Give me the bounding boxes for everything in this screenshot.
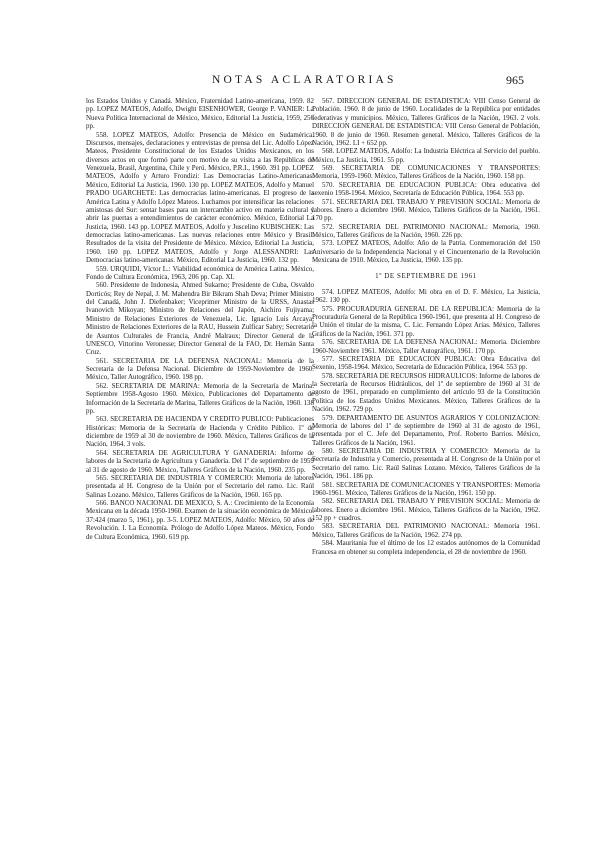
note-paragraph: 559. URQUIDI, Víctor L.: Viabilidad económica de América Latina. México, Fondo de Cultura Económica, 1963, 206 pp. Cap. XI. <box>86 264 314 281</box>
note-paragraph: 567. DIRECCION GENERAL DE ESTADISTICA: VIII Censo General de Población. 1960. 8 de junio de 1960. Localidades de la República por entidades federativas y municipios. México, Talleres Gráficos de la Nación, 1963. 2 vols. DIRECCION GENERAL DE ESTADISTICA: VIII Censo General de Población, 1960. 8 de junio de 1960. Resumen general. México, Talleres Gráficos de la Nación, 1962. LI + 652 pp. <box>312 97 540 147</box>
note-paragraph: 562. SECRETARIA DE MARINA: Memoria de la Secretaría de Marina. Septiembre 1958-Agosto 1960. México, Publicaciones del Departamento de Información de la Secretaría de Marina, Talleres Gráficos de la Nación, 1960. 138 pp. <box>86 381 314 415</box>
note-paragraph: 571. SECRETARIA DEL TRABAJO Y PREVISION SOCIAL: Memoria de labores. Enero a diciembre 1960. México, Talleres Gráficos de la Nación, 1961. 170 pp. <box>312 197 540 223</box>
note-paragraph: 561. SECRETARIA DE LA DEFENSA NACIONAL: Memoria de la Secretaría de la Defensa Nacional. Diciembre de 1959-Noviembre de 1960. México, Taller Autográfico, 1960. 198 pp. <box>86 356 314 382</box>
note-paragraph: 583. SECRETARIA DEL PATRIMONIO NACIONAL: Memoria 1961. México, Talleres Gráficos de la Nación, 1962. 274 pp. <box>312 522 540 539</box>
left-column <box>86 97 314 541</box>
note-paragraph: 576. SECRETARIA DE LA DEFENSA NACIONAL: Memoria. Diciembre 1960-Noviembre 1961. México, Taller Autográfico, 1961. 170 pp. <box>312 338 540 355</box>
page-number: 965 <box>506 73 524 87</box>
note-paragraph: 570. SECRETARIA DE EDUCACION PUBLICA: Obra educativa del sexenio 1958-1964. México, Secretaría de Educación Pública, 1964. 553 pp. <box>312 180 540 198</box>
note-paragraph: 584. Mauritania fue el último de los 12 estados autónomos de la Comunidad Francesa en obtener su completa independencia, el 28 de noviembre de 1960. <box>312 539 540 556</box>
note-paragraph: los Estados Unidos y Canadá. México, Fraternidad Latino-americana, 1959. 82 pp. LOPEZ MATEOS, Adolfo, Dwight EISENHOWER, George P. VANIER: La Nueva Política Internacional de México, México, Editorial La Justicia, 1959, 256 pp. <box>86 97 314 131</box>
note-paragraph: 575. PROCURADURIA GENERAL DE LA REPUBLICA: Memoria de la Procuraduría General de la República 1960-1961, que presenta al H. Congreso de la Unión el titular de la misma, C. Lic. Fernando López Arias. México, Talleres Gráficos de la Nación, 1961. 371 pp. <box>312 304 540 338</box>
note-paragraph: 563. SECRETARIA DE HACIENDA Y CREDITO PUBLICO: Publicaciones Históricas: Memoria de la Secretaría de Hacienda y Crédito Público. 1º de diciembre de 1959 al 30 de noviembre de 1960. México, Talleres Gráficos de la Nación, 1964. 3 vols. <box>86 415 314 449</box>
section-heading: 1º DE SEPTIEMBRE DE 1961 <box>375 271 477 280</box>
note-paragraph: 568. LOPEZ MATEOS, Adolfo: La Industria Eléctrica al Servicio del pueblo. México, La Justicia, 1961. 55 pp. <box>312 147 540 164</box>
note-paragraph: 569. SECRETARIA DE COMUNICACIONES Y TRANSPORTES: Memoria, 1959-1960. México, Talleres Gráficos de la Nación, 1960. 158 pp. <box>312 164 540 181</box>
note-paragraph: 564. SECRETARIA DE AGRICULTURA Y GANADERIA: Informe de labores de la Secretaría de Agricultura y Ganadería. Del 1º de septiembre de 1959 al 31 de agosto de 1960. México, Talleres Gráficos de la Nación, 1960. 235 pp. <box>86 448 314 474</box>
note-paragraph: 578. SECRETARIA DE RECURSOS HIDRAULICOS: Informe de labores de la Secretaría de Recursos Hidráulicos, del 1º de septiembre de 1960 al 31 de agosto de 1961, preparado en cumplimiento del artículo 93 de la Constitución Política de los Estados Unidos Mexicanos. México, Talleres Gráficos de la Nación, 1962. 729 pp. <box>312 371 540 414</box>
right-column <box>312 97 540 556</box>
note-paragraph: 574. LOPEZ MATEOS, Adolfo: Mi obra en el D. F. México, La Justicia, 1962. 130 pp. <box>312 287 540 305</box>
note-paragraph: 582. SECRETARIA DEL TRABAJO Y PREVISION SOCIAL: Memoria de labores. Enero a diciembre 1961. México, Talleres Gráficos de la Nación, 1962. 152 pp + cuadros. <box>312 497 540 522</box>
note-paragraph: 572. SECRETARIA DEL PATRIMONIO NACIONAL: Memoria, 1960. México, Talleres Gráficos de la Nación, 1960. 226 pp. <box>312 222 540 239</box>
note-paragraph: 580. SECRETARIA DE INDUSTRIA Y COMERCIO: Memoria de la Secretaría de Industria y Comercio, presentada al H. Congreso de la Unión por el Secretario del ramo. Lic. Raúl Salinas Lozano. México, Talleres Gráficos de la Nación, 1961. 186 pp. <box>312 447 540 481</box>
note-paragraph: 581. SECRETARIA DE COMUNICACIONES Y TRANSPORTES: Memoria 1960-1961. México, Talleres Gráficos de la Nación, 1961. 150 pp. <box>312 480 540 497</box>
note-paragraph: 565. SECRETARIA DE INDUSTRIA Y COMERCIO: Memoria de labores presentada al H. Congreso de la Unión por el Secretario del ramo. Lic. Raúl Salinas Lozano. México, Talleres Gráficos de la Nación, 1960. 165 pp. <box>86 473 314 499</box>
note-paragraph: 558. LOPEZ MATEOS, Adolfo: Presencia de México en Sudamérica. Discursos, mensajes, declaraciones y entrevistas de prensa del Lic. Adolfo López Mateos, Presidente Constitucional de los Estados Unidos Mexicanos, en los diversos actos en que formó parte con motivo de su visita a las Repúblicas de Venezuela, Brasil, Argentina, Chile y Perú. México, P.R.I., 1960. 391 pp. LOPEZ MATEOS, Adolfo y Arturo Frondizi: Las Democracias Latino-Americanas. México, Editorial La Justicia, 1960. 130 pp. LOPEZ MATEOS, Adolfo y Manuel PRADO UGARCHETE: Las democracias latino-americanas. El progreso de la América Latina y Adolfo López Mateos. Luchamos por intensificar las relaciones amistosas del Sur: sentar bases para un intercambio activo en materia cultural y abrir las puertas a entendimientos de carácter económico. México, Editorial La Justicia, 1960. 143 pp. LOPEZ MATEOS, Adolfo y Juscelino KUBISCHEK: Las democracias latino-americanas. Las nuevas relaciones entre México y Brasil. Resultados de la visita del Presidente de México. México, Editorial La Justicia, 1960. 160 pp. LOPEZ MATEOS, Adolfo y Jorge ALESSANDRI: Las Democracias latino-americanas. México, Editorial La Justicia, 1960. 132 pp. <box>86 130 314 265</box>
page-header <box>0 74 600 90</box>
note-paragraph: 566. BANCO NACIONAL DE MEXICO, S. A.: Crecimiento de la Economía Mexicana en la década 1950-1960. Examen de la situación económica de México. 37:424 (marzo 5, 1961), pp. 3-5. LOPEZ MATEOS, Adolfo: México, 50 años de Revolución. I. La Economía. Prólogo de Adolfo López Mateos. México, Fondo de Cultura Económica, 1960. 619 pp. <box>86 499 314 541</box>
note-paragraph: 573. LOPEZ MATEOS, Adolfo: Año de la Patria. Conmemoración del 150 Aniversario de la Independencia Nacional y el Cincuentenario de la Revolución Mexicana de 1910. México, La Justicia, 1960. 135 pp. <box>312 239 540 265</box>
running-title: NOTAS ACLARATORIAS <box>212 74 397 86</box>
note-paragraph: 579. DEPARTAMENTO DE ASUNTOS AGRARIOS Y COLONIZACION: Memoria de labores del 1º de septiembre de 1960 al 31 de agosto de 1961, presentada por el C. Jefe del Departamento, Prof. Roberto Barrios. México, Talleres Gráficos de la Nación, 1961. <box>312 413 540 447</box>
note-paragraph: 560. Presidente de Indonesia, Ahmed Sukarno; Presidente de Cuba, Osvaldo Dorticós; Rey de Nepal, J. M. Mahendra Bir Bikram Shah Deva; Primer Ministro del Canadá, John J. Diefenbaker; Viceprimer Ministro de la URSS, Anastas Ivanovich Mikoyan; Ministro de Relaciones del Japón, Aichiro Fujiyama; Ministro de Relaciones Exteriores de Venezuela, Lic. Ignacio Luis Arcaya; Ministro de Relaciones Exteriores de la RAU, Hussein Zulficar Sabry; Secretario de Asuntos Culturales de Francia, André Malraux; Director General de la UNESCO, Vittorino Veronesse; Director General de la FAO, Dr. Hernán Santa Cruz. <box>86 281 314 357</box>
note-paragraph: 577. SECRETARIA DE EDUCACION PUBLICA: Obra Educativa del Sexenio, 1958-1964. México, Secretaría de Educación Pública, 1964. 553 pp. <box>312 354 540 372</box>
